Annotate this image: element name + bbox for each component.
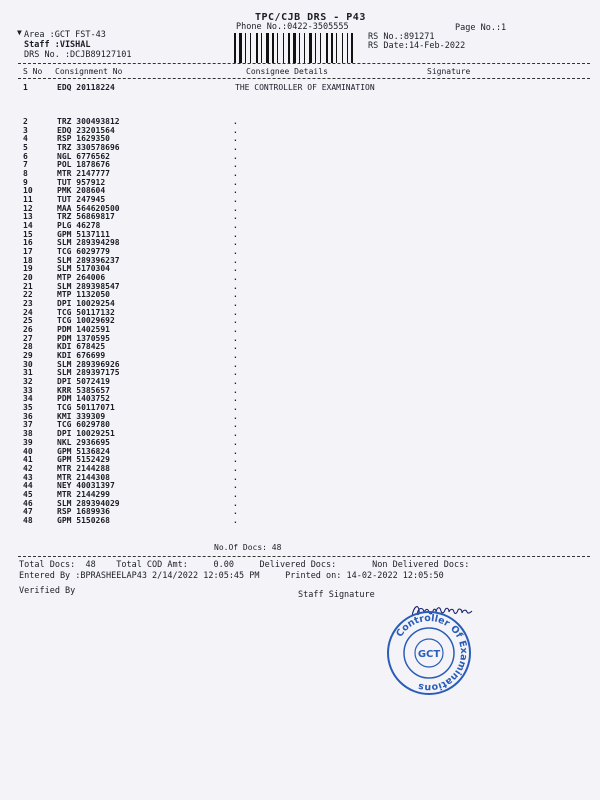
row-dot-marker: . — [233, 316, 238, 326]
row-dot-marker: . — [233, 489, 238, 499]
table-row — [0, 84, 600, 92]
row-consignment: TUT 247945 — [57, 195, 106, 204]
row-consignment: TUT 957912 — [57, 177, 106, 187]
row-dot-marker: . — [233, 273, 238, 283]
row-dot-marker: . — [233, 359, 238, 369]
row-sno: 36 — [23, 411, 33, 421]
row-consignment: TCG 6029779 — [57, 247, 110, 257]
seal-center-text: GCT — [417, 649, 441, 660]
barcode-bar — [301, 33, 303, 63]
row-dot-marker: . — [233, 299, 238, 309]
row-consignment: DPI 10029251 — [57, 429, 115, 439]
row-sno: 44 — [23, 481, 33, 491]
row-sno: 22 — [23, 290, 33, 300]
barcode-bar — [283, 33, 284, 63]
divider-footer — [18, 556, 590, 557]
row-consignment: SLM 289396926 — [57, 359, 120, 369]
row-dot-marker: . — [233, 160, 238, 170]
staff-signature-label: Staff Signature — [298, 590, 375, 600]
row-dot-marker: . — [233, 195, 238, 204]
barcode-bar — [309, 33, 312, 63]
row-sno: 47 — [23, 507, 33, 517]
barcode-bar — [243, 33, 244, 63]
row-sno: 13 — [23, 212, 33, 222]
row-sno: 40 — [23, 446, 33, 456]
barcode-bar — [313, 33, 314, 63]
totals-line: Total Docs: 48 Total COD Amt: 0.00 Delivered Docs: Non Delivered Docs: — [19, 560, 470, 570]
row-dot-marker: . — [233, 455, 238, 465]
row-consignment: GPM 5150268 — [57, 515, 110, 525]
barcode-bar — [336, 33, 337, 63]
row-sno: 25 — [23, 316, 33, 326]
table-row — [0, 404, 600, 412]
no-of-docs: No.Of Docs: 48 — [214, 543, 282, 552]
row-sno: 4 — [23, 134, 28, 144]
barcode-bar — [261, 33, 262, 63]
row-sno: 33 — [23, 385, 33, 395]
row-sno: 42 — [23, 463, 33, 473]
row-consignment: PMK 208604 — [57, 186, 106, 196]
row-sno: 7 — [23, 160, 28, 170]
divider-top — [18, 63, 590, 64]
row-consignment: SLM 5170304 — [57, 264, 110, 274]
row-sno: 26 — [23, 325, 33, 335]
barcode-bar — [338, 33, 341, 63]
barcode-bar — [285, 33, 287, 63]
row-consignment: MTR 2147777 — [57, 169, 110, 178]
table-row — [0, 378, 600, 386]
row-dot-marker: . — [233, 221, 238, 230]
row-consignment: MTR 2144288 — [57, 463, 110, 473]
row-sno: 2 — [23, 117, 28, 126]
col-consignee: Consignee Details — [246, 67, 328, 76]
barcode-bar — [247, 33, 249, 63]
row-dot-marker: . — [233, 420, 238, 430]
barcode-bar — [245, 33, 246, 63]
row-sno: 38 — [23, 429, 33, 439]
row-consignment: TCG 10029692 — [57, 316, 115, 326]
barcode-bar — [272, 33, 274, 63]
row-sno: 48 — [23, 515, 33, 525]
row-dot-marker: . — [233, 134, 238, 144]
row-sno: 41 — [23, 455, 33, 465]
row-consignment: SLM 289396237 — [57, 255, 120, 265]
row-consignment: MTR 2144308 — [57, 472, 110, 482]
document-title: TPC/CJB DRS - P43 — [255, 12, 366, 23]
barcode — [234, 33, 358, 63]
barcode-bar — [320, 33, 321, 63]
row-sno: 6 — [23, 151, 28, 161]
row-consignment: NEY 40031397 — [57, 481, 115, 491]
row-dot-marker: . — [233, 498, 238, 508]
row-consignment: SLM 289394029 — [57, 498, 120, 508]
rs-number: RS No.:891271 — [368, 32, 435, 42]
barcode-bar — [250, 33, 251, 63]
row-dot-marker: . — [233, 325, 238, 335]
barcode-bar — [237, 33, 238, 63]
row-sno: 12 — [23, 203, 33, 213]
row-consignment: DPI 10029254 — [57, 299, 115, 309]
barcode-bar — [270, 33, 271, 63]
staff-label: Staff :VISHAL — [24, 40, 91, 50]
row-dot-marker: . — [233, 264, 238, 274]
table-row — [0, 326, 600, 334]
divider-header — [18, 78, 590, 79]
row-sno: 23 — [23, 299, 33, 309]
table-row — [0, 439, 600, 447]
table-row — [0, 352, 600, 360]
barcode-bar — [317, 33, 319, 63]
row-sno: 27 — [23, 333, 33, 343]
row-sno: 24 — [23, 307, 33, 317]
barcode-bar — [329, 33, 330, 63]
row-sno: 37 — [23, 420, 33, 430]
barcode-bar — [331, 33, 333, 63]
barcode-bar — [334, 33, 335, 63]
table-row — [0, 118, 600, 126]
row-dot-marker: . — [233, 290, 238, 300]
row-dot-marker: . — [233, 333, 238, 343]
row-dot-marker: . — [233, 377, 238, 387]
table-row — [0, 196, 600, 204]
row-sno: 15 — [23, 229, 33, 239]
row-sno: 30 — [23, 359, 33, 369]
row-dot-marker: . — [233, 186, 238, 196]
verified-by: Verified By — [19, 586, 76, 596]
row-sno: 20 — [23, 273, 33, 283]
barcode-bar — [349, 33, 350, 63]
table-row — [0, 517, 600, 525]
row-dot-marker: . — [233, 151, 238, 161]
table-row — [0, 456, 600, 464]
row-dot-marker: . — [233, 169, 238, 178]
row-consignment: KMI 339309 — [57, 411, 106, 421]
controller-seal — [386, 610, 472, 696]
row-sno: 3 — [23, 125, 28, 135]
row-sno: 21 — [23, 281, 33, 291]
row-dot-marker: . — [233, 411, 238, 421]
area-label: Area :GCT FST-43 — [24, 30, 106, 40]
row-sno: 31 — [23, 368, 33, 378]
row-sno: 11 — [23, 195, 33, 204]
barcode-bar — [279, 33, 282, 63]
table-row — [0, 248, 600, 256]
row-dot-marker: . — [233, 125, 238, 135]
col-sno: S No — [23, 67, 43, 76]
barcode-bar — [266, 33, 269, 63]
row-dot-marker: . — [233, 143, 238, 152]
seal-outer-text: Controller Of Examinations — [394, 612, 470, 694]
row-consignment: NGL 6776562 — [57, 151, 110, 161]
row-sno: 16 — [23, 238, 33, 248]
rs-date: RS Date:14-Feb-2022 — [368, 41, 466, 51]
col-signature: Signature — [427, 67, 471, 76]
row-sno: 43 — [23, 472, 33, 482]
table-row — [0, 491, 600, 499]
barcode-bar — [342, 33, 343, 63]
row-dot-marker: . — [233, 281, 238, 291]
row-sno: 10 — [23, 186, 33, 196]
barcode-bar — [304, 33, 305, 63]
row-consignment: MTR 2144299 — [57, 489, 110, 499]
row-dot-marker: . — [233, 212, 238, 222]
row-sno: 14 — [23, 221, 33, 230]
row-consignment: TRZ 300493812 — [57, 117, 120, 126]
col-consignment: Consignment No — [55, 67, 123, 76]
row-consignment: EDQ 23201564 — [57, 125, 115, 135]
row-consignment: GPM 5136824 — [57, 446, 110, 456]
row-consignment: RSP 1629350 — [57, 134, 110, 144]
row-dot-marker: . — [233, 177, 238, 187]
row-dot-marker: . — [233, 117, 238, 126]
row-dot-marker: . — [233, 351, 238, 361]
page-number: Page No.:1 — [455, 23, 507, 33]
row-consignment: POL 1878676 — [57, 160, 110, 170]
table-row — [0, 430, 600, 438]
row-consignment: MTP 264006 — [57, 273, 106, 283]
row-dot-marker: . — [233, 307, 238, 317]
row-sno: 45 — [23, 489, 33, 499]
row-sno: 17 — [23, 247, 33, 257]
row-sno: 19 — [23, 264, 33, 274]
row-sno: 46 — [23, 498, 33, 508]
row-consignment: TCG 50117132 — [57, 307, 115, 317]
row-consignment: KDI 678425 — [57, 342, 106, 352]
table-row — [0, 222, 600, 230]
row-sno: 18 — [23, 255, 33, 265]
table-row — [0, 170, 600, 178]
row-consignment: KRR 5385657 — [57, 385, 110, 395]
barcode-bar — [293, 33, 296, 63]
row-consignment: PDM 1402591 — [57, 325, 110, 335]
pointer-mark: ▼ — [17, 28, 22, 37]
row-sno: 39 — [23, 437, 33, 447]
row-sno: 34 — [23, 394, 33, 404]
row-consignment: KDI 676699 — [57, 351, 106, 361]
row-dot-marker: . — [233, 515, 238, 525]
row-sno: 5 — [23, 143, 28, 152]
row-sno: 35 — [23, 403, 33, 413]
barcode-bar — [259, 33, 260, 63]
row-dot-marker: . — [233, 238, 238, 248]
row-dot-marker: . — [233, 203, 238, 213]
barcode-bar — [299, 33, 300, 63]
drs-number: DRS No. :DCJB89127101 — [24, 50, 132, 60]
row-consignment: PLG 46278 — [57, 221, 101, 230]
row-consignment: EDQ 20118224 — [57, 83, 115, 92]
row-dot-marker: . — [233, 368, 238, 378]
row-consignment: NKL 2936695 — [57, 437, 110, 447]
row-consignment: DPI 5072419 — [57, 377, 110, 387]
barcode-bar — [239, 33, 242, 63]
row-dot-marker: . — [233, 394, 238, 404]
row-consignment: SLM 289394298 — [57, 238, 120, 248]
barcode-bar — [291, 33, 292, 63]
row-dot-marker: . — [233, 255, 238, 265]
barcode-bar — [351, 33, 353, 63]
barcode-bar — [344, 33, 346, 63]
barcode-bar — [252, 33, 255, 63]
row-dot-marker: . — [233, 247, 238, 257]
table-row — [0, 144, 600, 152]
row-sno: 9 — [23, 177, 28, 187]
barcode-bar — [256, 33, 258, 63]
row-dot-marker: . — [233, 507, 238, 517]
barcode-bar — [347, 33, 348, 63]
entered-by-line: Entered By :BPRASHEELAP43 2/14/2022 12:05:45 PM Printed on: 14-02-2022 12:05:50 — [19, 571, 444, 581]
row-consignment: GPM 5137111 — [57, 229, 110, 239]
row-dot-marker: . — [233, 229, 238, 239]
row-consignment: TCG 50117071 — [57, 403, 115, 413]
row-sno: 32 — [23, 377, 33, 387]
barcode-bar — [315, 33, 316, 63]
row-consignee: THE CONTROLLER OF EXAMINATION — [235, 83, 375, 92]
row-dot-marker: . — [233, 403, 238, 413]
row-dot-marker: . — [233, 446, 238, 456]
row-sno: 29 — [23, 351, 33, 361]
row-dot-marker: . — [233, 463, 238, 473]
row-dot-marker: . — [233, 481, 238, 491]
row-dot-marker: . — [233, 342, 238, 352]
row-sno: 1 — [23, 83, 28, 92]
row-consignment: PDM 1370595 — [57, 333, 110, 343]
table-row — [0, 300, 600, 308]
barcode-bar — [263, 33, 265, 63]
row-consignment: TCG 6029780 — [57, 420, 110, 430]
phone-number: Phone No.:0422-3505555 — [236, 22, 349, 32]
row-consignment: SLM 289398547 — [57, 281, 120, 291]
row-dot-marker: . — [233, 385, 238, 395]
row-consignment: PDM 1403752 — [57, 394, 110, 404]
barcode-bar — [234, 33, 236, 63]
row-consignment: GPM 5152429 — [57, 455, 110, 465]
barcode-bar — [306, 33, 308, 63]
row-sno: 28 — [23, 342, 33, 352]
barcode-bar — [326, 33, 328, 63]
barcode-bar — [297, 33, 298, 63]
table-row — [0, 465, 600, 473]
row-consignment: TRZ 330578696 — [57, 143, 120, 152]
row-consignment: TRZ 56869817 — [57, 212, 115, 222]
row-consignment: SLM 289397175 — [57, 368, 120, 378]
row-consignment: RSP 1689936 — [57, 507, 110, 517]
row-dot-marker: . — [233, 472, 238, 482]
row-consignment: MTP 1132050 — [57, 290, 110, 300]
row-sno: 8 — [23, 169, 28, 178]
row-dot-marker: . — [233, 437, 238, 447]
row-consignment: MAA 564620500 — [57, 203, 120, 213]
table-row — [0, 508, 600, 516]
barcode-bar — [275, 33, 276, 63]
barcode-bar — [322, 33, 325, 63]
row-dot-marker: . — [233, 429, 238, 439]
barcode-bar — [277, 33, 278, 63]
barcode-bar — [288, 33, 290, 63]
table-row — [0, 482, 600, 490]
table-row — [0, 274, 600, 282]
